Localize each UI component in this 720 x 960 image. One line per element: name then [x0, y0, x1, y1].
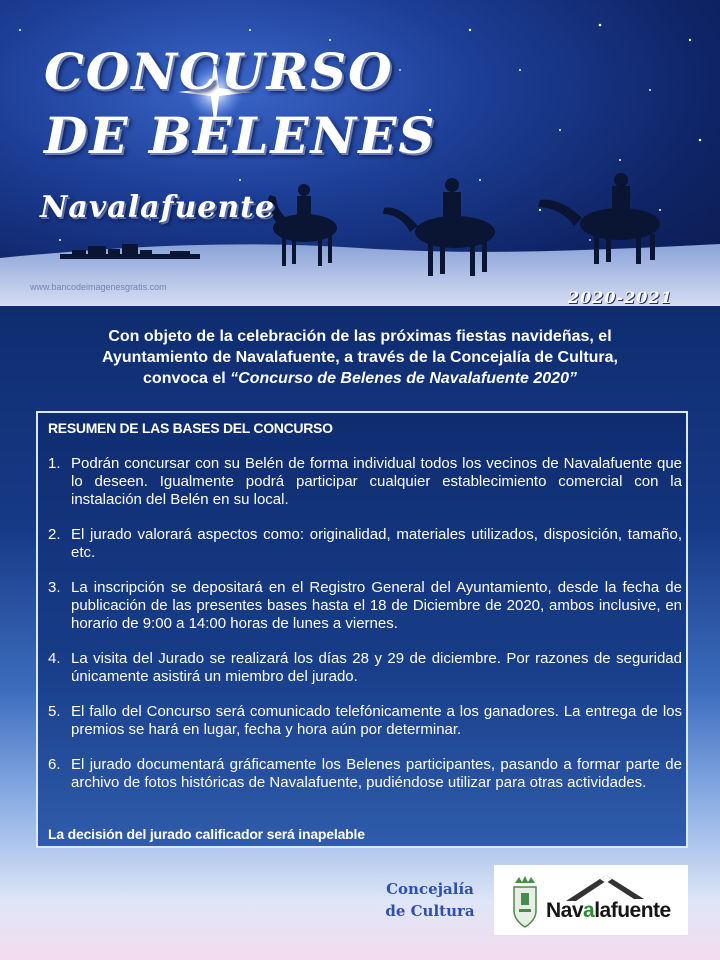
department-line-1: Concejalía [386, 880, 474, 898]
logo-accent-letter: a [583, 899, 595, 922]
edition-years: 2020-2021 [568, 288, 673, 307]
rule-text: El fallo del Concurso será comunicado telefónicamente a los ganadores. La entrega de los premios se hará en lugar, fecha y hora aún por determinar. [71, 703, 682, 738]
contest-name: “Concurso de Belenes de Navalafuente 2020” [230, 370, 577, 387]
rule-item [48, 455, 682, 509]
department-line-2: de Cultura [385, 902, 475, 920]
rule-number: 5. [48, 703, 61, 720]
logo-wordmark [546, 899, 671, 923]
town-logo [494, 865, 688, 935]
rule-number: 6. [48, 756, 61, 773]
rule-number: 2. [48, 526, 61, 543]
rule-text: La inscripción se depositará en el Registro General del Ayuntamiento, desde la fecha de publicación de las presentes bases hasta el 18 de Diciembre de 2020, ambos inclusive, en horario de 9:00 a 14:00 horas de lunes a viernes. [71, 579, 682, 632]
jury-decision-note: La decisión del jurado calificador será inapelable [48, 826, 365, 842]
intro-line-1: Con objeto de la celebración de las próximas fiestas navideñas, el [108, 328, 612, 345]
rule-text: El jurado valorará aspectos como: originalidad, materiales utilizados, disposición, tamaño, etc. [71, 526, 682, 561]
mountain-icon [566, 875, 644, 901]
rule-item [48, 756, 682, 792]
header-banner [0, 0, 720, 306]
rule-number: 3. [48, 579, 61, 596]
rule-text: La visita del Jurado se realizará los días 28 y 29 de diciembre. Por razones de seguridad únicamente asistirá un miembro del jurado. [71, 650, 682, 685]
intro-line-3: convoca el [143, 370, 231, 387]
rule-number: 4. [48, 650, 61, 667]
department-name [380, 878, 480, 922]
logo-text-part: Nav [546, 899, 584, 922]
rules-list [48, 455, 682, 809]
town-name: Navalafuente [40, 190, 276, 225]
logo-text-part: lafuente [594, 899, 671, 922]
intro-paragraph [40, 326, 680, 389]
rule-number: 1. [48, 455, 61, 472]
rules-heading: RESUMEN DE LAS BASES DEL CONCURSO [48, 420, 333, 436]
rule-text: Podrán concursar con su Belén de forma individual todos los vecinos de Navalafuente que lo deseen. Igualmente podrá participar cualquier establecimiento comercial con la instalación del Belén en su local. [71, 455, 682, 508]
image-watermark: www.bancodeimagenesgratis.com [30, 282, 167, 292]
organizer-name: Ayuntamiento de Navalafuente [101, 349, 336, 366]
rule-item [48, 703, 682, 739]
rule-item [48, 579, 682, 633]
rule-item [48, 526, 682, 562]
coat-of-arms-icon [514, 876, 536, 927]
rule-text: El jurado documentará gráficamente los Belenes participantes, pasando a formar parte de archivo de fotos históricas de Navalafuente, pudiéndose utilizar para otras actividades. [71, 756, 682, 791]
rule-item [48, 650, 682, 686]
rules-summary-box [36, 411, 688, 848]
intro-line-2: , a través de la Concejalía de Cultura, [335, 349, 618, 366]
poster-title: CONCURSO DE BELENES [44, 42, 437, 165]
